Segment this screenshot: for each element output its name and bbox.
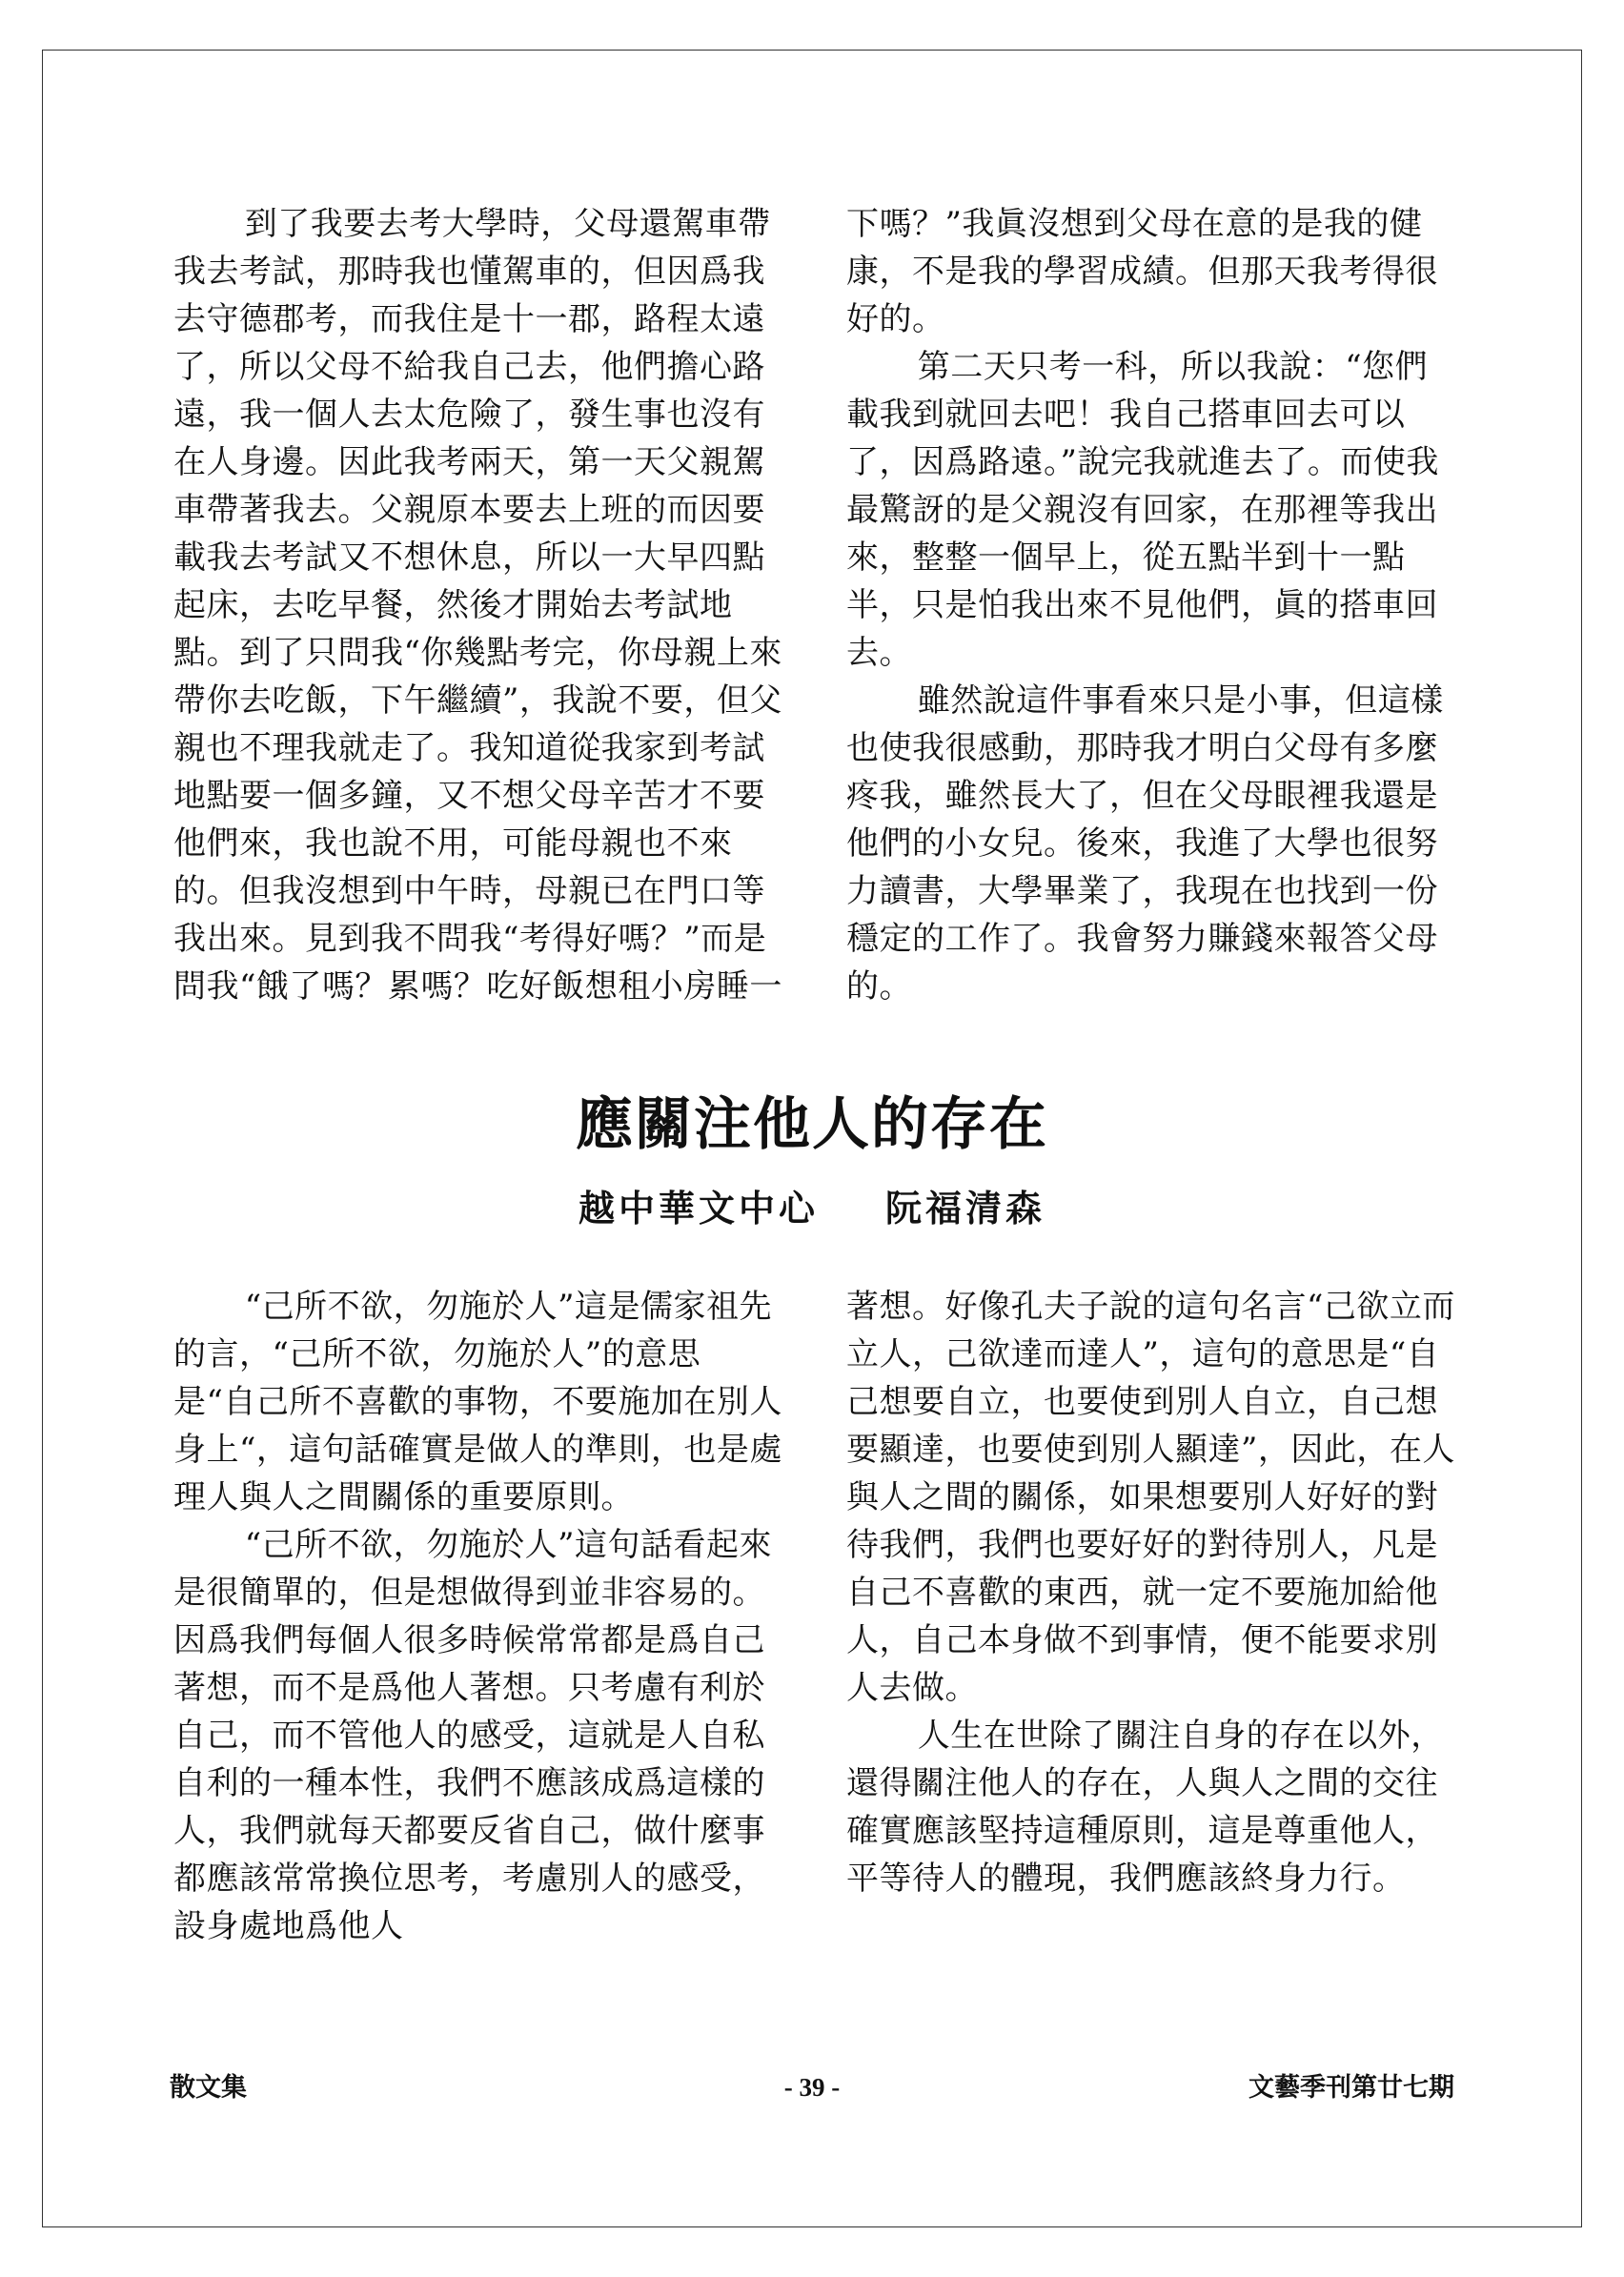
article2-paragraph-2: “己所不欲，勿施於人”這句話看起來是很簡單的，但是想做得到並非容易的。因爲我們每個人很多時候常常都是爲自己著想，而不是爲他人著想。只考慮有利於自己，而不管他人的感受，這就是人自私自利的一種本性，我們不應該成爲這樣的人，我們就每天都要反省自己，做什麼事都應該常常換位思考，考慮別人的感受，設身處地爲他人 — [173, 1526, 773, 1945]
article2-paragraph-1: “己所不欲，勿施於人”這是儒家祖先的言，“己所不欲，勿施於人”的意思是“自己所不喜歡的事物，不要施加在別人身上“，這句話確實是做人的準則，也是處理人與人之間關係的重要原則。 — [173, 1288, 782, 1516]
article2-paragraph-continued: 著想。好像孔夫子說的這句名言“己欲立而立人，己欲達而達人”，這句的意思是“自己想要自立，也要使到別人自立，自己想要顯達，也要使到別人顯達”，因此，在人與人之間的關係，如果想要別人好好的對待我們，我們也要好好的對待別人，凡是自己不喜歡的東西，就一定不要施加給他人，自己本身做不到事情，便不能要求別人去做。 — [846, 1288, 1455, 1707]
article1-paragraph-2: 第二天只考一科，所以我說：“您們載我到就回去吧！我自己搭車回去可以了，因爲路遠。”說完我就進去了。而使我最驚訝的是父親沒有回家，在那裡等我出來，整整一個早上，從五點半到十一點半，只是怕我出來不見他們，眞的搭車回去。 — [846, 348, 1439, 672]
article1-paragraph-continued: 下嗎？”我眞沒想到父母在意的是我的健康，不是我的學習成績。但那天我考得很好的。 — [846, 205, 1438, 338]
article2-column-1 — [173, 1283, 783, 1950]
footer-page-number: - 39 - — [783, 2073, 841, 2102]
article1-column-1 — [173, 200, 783, 1010]
article-title: 應關注他人的存在 — [576, 1091, 1048, 1158]
article2-paragraph-3: 人生在世除了關注自身的存在以外，還得關注他人的存在，人與人之間的交往確實應該堅持這種原則，這是尊重他人，平等待人的體現，我們應該終身力行。 — [846, 1717, 1444, 1898]
footer-publication-issue: 文藝季刊第廿七期 — [1248, 2073, 1454, 2102]
article1-paragraph-1: 到了我要去考大學時，父母還駕車帶我去考試，那時我也懂駕車的，但因爲我去守德郡考，而我住是十一郡，路程太遠了，所以父母不給我自己去，他們擔心路遠，我一個人去太危險了，發生事也沒有在人身邊。因此我考兩天，第一天父親駕車帶著我去。父親原本要去上班的而因要載我去考試又不想休息，所以一大早四點起床，去吃早餐，然後才開始去考試地點。到了只問我“你幾點考完，你母親上來帶你去吃飯，下午繼續”，我說不要，但父親也不理我就走了。我知道從我家到考試地點要一個多鐘，又不想父母辛苦才不要他們來，我也說不用，可能母親也不來的。但我沒想到中午時，母親已在門口等我出來。見到我不問我“考得好嗎？”而是問我“餓了嗎？累嗎？吃好飯想租小房睡一 — [173, 205, 782, 1006]
author-organization: 越中華文中心 — [578, 1187, 819, 1230]
article1-paragraph-3: 雖然說這件事看來只是小事，但這樣也使我很感動，那時我才明白父母有多麼疼我，雖然長大了，但在父母眼裡我還是他們的小女兒。後來，我進了大學也很努力讀書，大學畢業了，我現在也找到一份穩定的工作了。我會努力賺錢來報答父母的。 — [846, 681, 1444, 1006]
article1-column-2 — [846, 200, 1456, 1010]
author-name: 阮福清森 — [885, 1187, 1046, 1230]
footer-section-name: 散文集 — [170, 2073, 247, 2102]
byline — [0, 1182, 1624, 1235]
article2-column-2 — [846, 1283, 1456, 1902]
